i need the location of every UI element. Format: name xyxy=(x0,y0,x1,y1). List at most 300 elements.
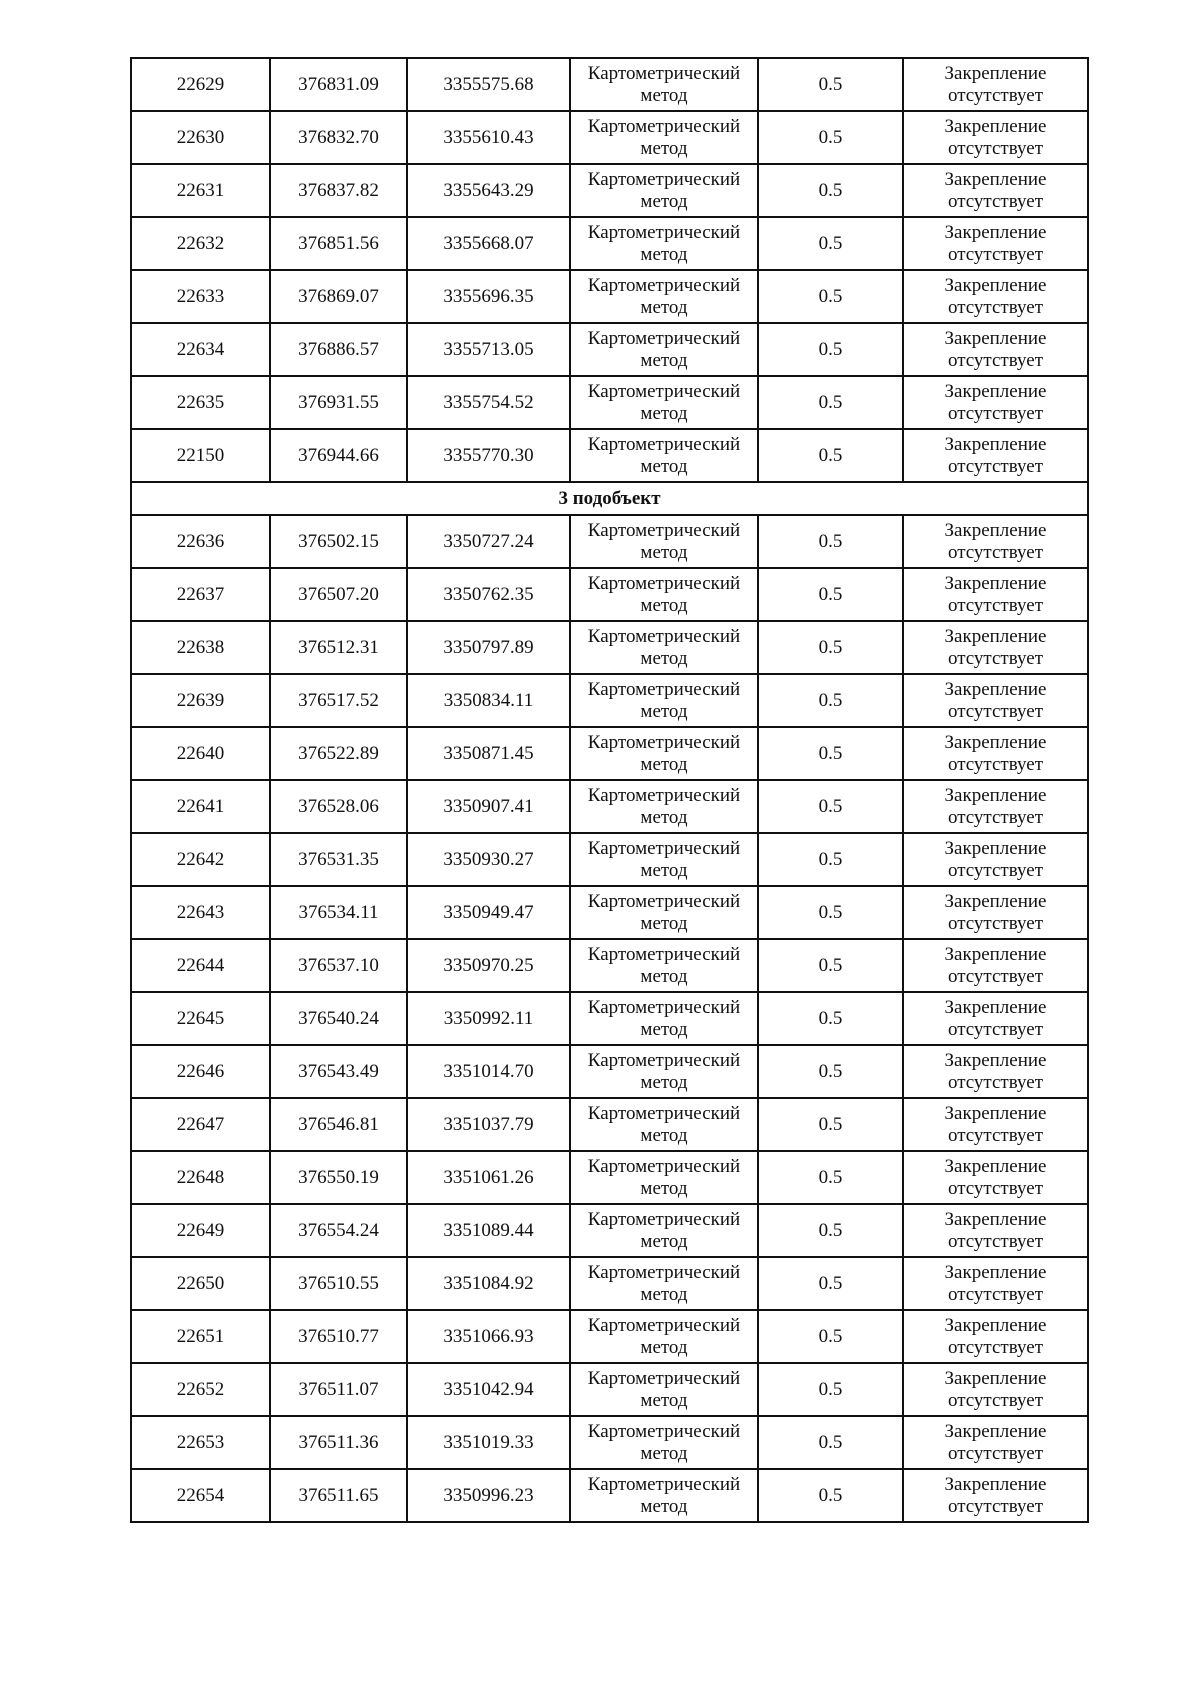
table-row xyxy=(131,621,1088,674)
table-row xyxy=(131,992,1088,1045)
method-cell-line1: Картометрический xyxy=(587,943,741,965)
method-cell-line2: метод xyxy=(640,1442,688,1464)
accuracy-cell: 0.5 xyxy=(758,621,903,674)
y-coordinate-cell: 3350907.41 xyxy=(407,780,570,833)
fixation-cell xyxy=(903,674,1088,727)
y-coordinate-cell: 3355713.05 xyxy=(407,323,570,376)
fixation-cell-line2: отсутствует xyxy=(947,455,1044,477)
table-row xyxy=(131,111,1088,164)
method-cell-line2: метод xyxy=(640,349,688,371)
x-coordinate-cell: 376837.82 xyxy=(270,164,407,217)
y-coordinate-cell: 3355575.68 xyxy=(407,58,570,111)
fixation-cell-line2: отсутствует xyxy=(947,965,1044,987)
section-heading: 3 подобъект xyxy=(131,482,1088,515)
point-number-cell: 22640 xyxy=(131,727,270,780)
fixation-cell xyxy=(903,376,1088,429)
point-number-cell: 22649 xyxy=(131,1204,270,1257)
method-cell-line1: Картометрический xyxy=(587,221,741,243)
fixation-cell xyxy=(903,1045,1088,1098)
accuracy-cell: 0.5 xyxy=(758,164,903,217)
method-cell-line2: метод xyxy=(640,700,688,722)
fixation-cell xyxy=(903,886,1088,939)
fixation-cell-line2: отсутствует xyxy=(947,1283,1044,1305)
x-coordinate-cell: 376510.77 xyxy=(270,1310,407,1363)
coordinates-table xyxy=(130,57,1089,1523)
fixation-cell xyxy=(903,727,1088,780)
fixation-cell-line2: отсутствует xyxy=(947,296,1044,318)
fixation-cell-line2: отсутствует xyxy=(947,1389,1044,1411)
fixation-cell-line2: отсутствует xyxy=(947,190,1044,212)
x-coordinate-cell: 376511.07 xyxy=(270,1363,407,1416)
method-cell-line2: метод xyxy=(640,1177,688,1199)
y-coordinate-cell: 3350970.25 xyxy=(407,939,570,992)
y-coordinate-cell: 3350762.35 xyxy=(407,568,570,621)
accuracy-cell: 0.5 xyxy=(758,780,903,833)
point-number-cell: 22629 xyxy=(131,58,270,111)
point-number-cell: 22652 xyxy=(131,1363,270,1416)
method-cell xyxy=(570,1469,758,1522)
y-coordinate-cell: 3351019.33 xyxy=(407,1416,570,1469)
x-coordinate-cell: 376886.57 xyxy=(270,323,407,376)
method-cell xyxy=(570,217,758,270)
table-row xyxy=(131,1151,1088,1204)
fixation-cell-line1: Закрепление xyxy=(944,380,1047,402)
fixation-cell-line2: отсутствует xyxy=(947,1336,1044,1358)
method-cell-line1: Картометрический xyxy=(587,62,741,84)
method-cell-line1: Картометрический xyxy=(587,784,741,806)
method-cell-line2: метод xyxy=(640,296,688,318)
x-coordinate-cell: 376510.55 xyxy=(270,1257,407,1310)
accuracy-cell: 0.5 xyxy=(758,1098,903,1151)
method-cell-line2: метод xyxy=(640,859,688,881)
accuracy-cell: 0.5 xyxy=(758,727,903,780)
method-cell xyxy=(570,111,758,164)
point-number-cell: 22637 xyxy=(131,568,270,621)
fixation-cell xyxy=(903,515,1088,568)
fixation-cell-line2: отсутствует xyxy=(947,806,1044,828)
fixation-cell-line2: отсутствует xyxy=(947,349,1044,371)
method-cell-line2: метод xyxy=(640,1018,688,1040)
fixation-cell-line1: Закрепление xyxy=(944,115,1047,137)
method-cell-line2: метод xyxy=(640,594,688,616)
method-cell-line2: метод xyxy=(640,137,688,159)
x-coordinate-cell: 376540.24 xyxy=(270,992,407,1045)
fixation-cell-line2: отсутствует xyxy=(947,1495,1044,1517)
fixation-cell xyxy=(903,111,1088,164)
x-coordinate-cell: 376534.11 xyxy=(270,886,407,939)
x-coordinate-cell: 376554.24 xyxy=(270,1204,407,1257)
method-cell xyxy=(570,376,758,429)
y-coordinate-cell: 3351042.94 xyxy=(407,1363,570,1416)
y-coordinate-cell: 3351014.70 xyxy=(407,1045,570,1098)
fixation-cell-line2: отсутствует xyxy=(947,753,1044,775)
accuracy-cell: 0.5 xyxy=(758,323,903,376)
method-cell-line1: Картометрический xyxy=(587,1049,741,1071)
section-heading-row xyxy=(131,482,1088,515)
fixation-cell-line1: Закрепление xyxy=(944,784,1047,806)
y-coordinate-cell: 3350871.45 xyxy=(407,727,570,780)
method-cell xyxy=(570,939,758,992)
method-cell xyxy=(570,674,758,727)
fixation-cell-line1: Закрепление xyxy=(944,433,1047,455)
accuracy-cell: 0.5 xyxy=(758,939,903,992)
method-cell-line1: Картометрический xyxy=(587,1261,741,1283)
method-cell-line1: Картометрический xyxy=(587,731,741,753)
fixation-cell-line1: Закрепление xyxy=(944,274,1047,296)
fixation-cell-line1: Закрепление xyxy=(944,221,1047,243)
y-coordinate-cell: 3351066.93 xyxy=(407,1310,570,1363)
table-row xyxy=(131,429,1088,482)
fixation-cell-line1: Закрепление xyxy=(944,1473,1047,1495)
x-coordinate-cell: 376502.15 xyxy=(270,515,407,568)
y-coordinate-cell: 3351037.79 xyxy=(407,1098,570,1151)
fixation-cell-line1: Закрепление xyxy=(944,1420,1047,1442)
point-number-cell: 22642 xyxy=(131,833,270,886)
fixation-cell-line1: Закрепление xyxy=(944,519,1047,541)
table-row xyxy=(131,833,1088,886)
x-coordinate-cell: 376511.65 xyxy=(270,1469,407,1522)
x-coordinate-cell: 376869.07 xyxy=(270,270,407,323)
method-cell xyxy=(570,429,758,482)
fixation-cell-line2: отсутствует xyxy=(947,137,1044,159)
method-cell xyxy=(570,1363,758,1416)
y-coordinate-cell: 3355643.29 xyxy=(407,164,570,217)
method-cell-line2: метод xyxy=(640,647,688,669)
point-number-cell: 22645 xyxy=(131,992,270,1045)
y-coordinate-cell: 3350797.89 xyxy=(407,621,570,674)
point-number-cell: 22632 xyxy=(131,217,270,270)
point-number-cell: 22643 xyxy=(131,886,270,939)
x-coordinate-cell: 376528.06 xyxy=(270,780,407,833)
fixation-cell xyxy=(903,58,1088,111)
method-cell-line2: метод xyxy=(640,1389,688,1411)
method-cell-line1: Картометрический xyxy=(587,890,741,912)
method-cell-line1: Картометрический xyxy=(587,115,741,137)
fixation-cell xyxy=(903,833,1088,886)
accuracy-cell: 0.5 xyxy=(758,568,903,621)
method-cell-line1: Картометрический xyxy=(587,837,741,859)
table-row xyxy=(131,1204,1088,1257)
fixation-cell-line1: Закрепление xyxy=(944,327,1047,349)
fixation-cell xyxy=(903,1416,1088,1469)
method-cell-line2: метод xyxy=(640,1124,688,1146)
x-coordinate-cell: 376832.70 xyxy=(270,111,407,164)
point-number-cell: 22634 xyxy=(131,323,270,376)
method-cell-line2: метод xyxy=(640,541,688,563)
method-cell-line2: метод xyxy=(640,1071,688,1093)
table-row xyxy=(131,886,1088,939)
fixation-cell-line1: Закрепление xyxy=(944,731,1047,753)
method-cell xyxy=(570,1257,758,1310)
method-cell-line1: Картометрический xyxy=(587,519,741,541)
method-cell xyxy=(570,886,758,939)
fixation-cell xyxy=(903,1151,1088,1204)
method-cell-line1: Картометрический xyxy=(587,1208,741,1230)
accuracy-cell: 0.5 xyxy=(758,1416,903,1469)
fixation-cell xyxy=(903,323,1088,376)
fixation-cell xyxy=(903,992,1088,1045)
fixation-cell xyxy=(903,621,1088,674)
method-cell-line2: метод xyxy=(640,806,688,828)
fixation-cell-line1: Закрепление xyxy=(944,890,1047,912)
fixation-cell-line1: Закрепление xyxy=(944,1367,1047,1389)
x-coordinate-cell: 376512.31 xyxy=(270,621,407,674)
document-page xyxy=(130,57,1087,1523)
table-row xyxy=(131,780,1088,833)
point-number-cell: 22633 xyxy=(131,270,270,323)
point-number-cell: 22647 xyxy=(131,1098,270,1151)
method-cell xyxy=(570,1045,758,1098)
method-cell xyxy=(570,621,758,674)
y-coordinate-cell: 3350727.24 xyxy=(407,515,570,568)
method-cell-line1: Картометрический xyxy=(587,572,741,594)
fixation-cell xyxy=(903,939,1088,992)
fixation-cell xyxy=(903,1363,1088,1416)
accuracy-cell: 0.5 xyxy=(758,515,903,568)
method-cell-line1: Картометрический xyxy=(587,1367,741,1389)
point-number-cell: 22651 xyxy=(131,1310,270,1363)
accuracy-cell: 0.5 xyxy=(758,58,903,111)
fixation-cell xyxy=(903,164,1088,217)
fixation-cell-line2: отсутствует xyxy=(947,594,1044,616)
method-cell-line1: Картометрический xyxy=(587,1314,741,1336)
fixation-cell xyxy=(903,568,1088,621)
x-coordinate-cell: 376531.35 xyxy=(270,833,407,886)
method-cell xyxy=(570,780,758,833)
method-cell xyxy=(570,568,758,621)
y-coordinate-cell: 3355754.52 xyxy=(407,376,570,429)
accuracy-cell: 0.5 xyxy=(758,1257,903,1310)
table-row xyxy=(131,58,1088,111)
method-cell-line1: Картометрический xyxy=(587,433,741,455)
method-cell xyxy=(570,992,758,1045)
point-number-cell: 22646 xyxy=(131,1045,270,1098)
method-cell-line1: Картометрический xyxy=(587,327,741,349)
method-cell-line2: метод xyxy=(640,1336,688,1358)
fixation-cell-line1: Закрепление xyxy=(944,1049,1047,1071)
method-cell xyxy=(570,270,758,323)
point-number-cell: 22650 xyxy=(131,1257,270,1310)
table-row xyxy=(131,674,1088,727)
method-cell xyxy=(570,1098,758,1151)
point-number-cell: 22638 xyxy=(131,621,270,674)
y-coordinate-cell: 3351061.26 xyxy=(407,1151,570,1204)
y-coordinate-cell: 3355770.30 xyxy=(407,429,570,482)
method-cell-line2: метод xyxy=(640,965,688,987)
method-cell-line1: Картометрический xyxy=(587,625,741,647)
fixation-cell-line2: отсутствует xyxy=(947,1177,1044,1199)
accuracy-cell: 0.5 xyxy=(758,1469,903,1522)
fixation-cell-line1: Закрепление xyxy=(944,168,1047,190)
accuracy-cell: 0.5 xyxy=(758,1310,903,1363)
point-number-cell: 22639 xyxy=(131,674,270,727)
method-cell xyxy=(570,323,758,376)
x-coordinate-cell: 376550.19 xyxy=(270,1151,407,1204)
method-cell-line1: Картометрический xyxy=(587,1102,741,1124)
method-cell-line2: метод xyxy=(640,243,688,265)
method-cell-line2: метод xyxy=(640,753,688,775)
fixation-cell xyxy=(903,1310,1088,1363)
accuracy-cell: 0.5 xyxy=(758,217,903,270)
fixation-cell-line1: Закрепление xyxy=(944,1102,1047,1124)
y-coordinate-cell: 3355696.35 xyxy=(407,270,570,323)
fixation-cell-line1: Закрепление xyxy=(944,1261,1047,1283)
x-coordinate-cell: 376851.56 xyxy=(270,217,407,270)
y-coordinate-cell: 3355610.43 xyxy=(407,111,570,164)
fixation-cell-line2: отсутствует xyxy=(947,402,1044,424)
fixation-cell-line1: Закрепление xyxy=(944,943,1047,965)
method-cell xyxy=(570,515,758,568)
accuracy-cell: 0.5 xyxy=(758,270,903,323)
method-cell xyxy=(570,1416,758,1469)
method-cell xyxy=(570,727,758,780)
fixation-cell xyxy=(903,270,1088,323)
fixation-cell-line1: Закрепление xyxy=(944,1314,1047,1336)
accuracy-cell: 0.5 xyxy=(758,886,903,939)
method-cell-line1: Картометрический xyxy=(587,1155,741,1177)
method-cell-line2: метод xyxy=(640,1283,688,1305)
fixation-cell-line1: Закрепление xyxy=(944,678,1047,700)
table-row xyxy=(131,727,1088,780)
table-row xyxy=(131,270,1088,323)
table-row xyxy=(131,1469,1088,1522)
fixation-cell-line2: отсутствует xyxy=(947,647,1044,669)
table-row xyxy=(131,515,1088,568)
point-number-cell: 22635 xyxy=(131,376,270,429)
fixation-cell-line2: отсутствует xyxy=(947,912,1044,934)
y-coordinate-cell: 3351084.92 xyxy=(407,1257,570,1310)
point-number-cell: 22653 xyxy=(131,1416,270,1469)
method-cell-line1: Картометрический xyxy=(587,1420,741,1442)
method-cell xyxy=(570,1151,758,1204)
y-coordinate-cell: 3350949.47 xyxy=(407,886,570,939)
fixation-cell-line2: отсутствует xyxy=(947,1230,1044,1252)
table-row xyxy=(131,1416,1088,1469)
accuracy-cell: 0.5 xyxy=(758,376,903,429)
method-cell-line1: Картометрический xyxy=(587,1473,741,1495)
method-cell xyxy=(570,1204,758,1257)
x-coordinate-cell: 376543.49 xyxy=(270,1045,407,1098)
method-cell-line2: метод xyxy=(640,402,688,424)
accuracy-cell: 0.5 xyxy=(758,1045,903,1098)
point-number-cell: 22641 xyxy=(131,780,270,833)
table-row xyxy=(131,568,1088,621)
fixation-cell-line1: Закрепление xyxy=(944,572,1047,594)
point-number-cell: 22636 xyxy=(131,515,270,568)
y-coordinate-cell: 3355668.07 xyxy=(407,217,570,270)
accuracy-cell: 0.5 xyxy=(758,1204,903,1257)
point-number-cell: 22631 xyxy=(131,164,270,217)
method-cell-line1: Картометрический xyxy=(587,678,741,700)
method-cell-line1: Картометрический xyxy=(587,274,741,296)
method-cell xyxy=(570,58,758,111)
accuracy-cell: 0.5 xyxy=(758,1151,903,1204)
method-cell xyxy=(570,1310,758,1363)
x-coordinate-cell: 376546.81 xyxy=(270,1098,407,1151)
point-number-cell: 22644 xyxy=(131,939,270,992)
method-cell-line2: метод xyxy=(640,84,688,106)
table-row xyxy=(131,164,1088,217)
fixation-cell xyxy=(903,1204,1088,1257)
table-row xyxy=(131,1310,1088,1363)
x-coordinate-cell: 376522.89 xyxy=(270,727,407,780)
fixation-cell-line2: отсутствует xyxy=(947,859,1044,881)
y-coordinate-cell: 3350930.27 xyxy=(407,833,570,886)
point-number-cell: 22648 xyxy=(131,1151,270,1204)
fixation-cell-line2: отсутствует xyxy=(947,700,1044,722)
fixation-cell-line2: отсутствует xyxy=(947,243,1044,265)
fixation-cell-line1: Закрепление xyxy=(944,1208,1047,1230)
table-row xyxy=(131,1257,1088,1310)
method-cell xyxy=(570,833,758,886)
x-coordinate-cell: 376507.20 xyxy=(270,568,407,621)
fixation-cell-line1: Закрепление xyxy=(944,837,1047,859)
method-cell-line2: метод xyxy=(640,455,688,477)
table-row xyxy=(131,939,1088,992)
fixation-cell xyxy=(903,217,1088,270)
accuracy-cell: 0.5 xyxy=(758,674,903,727)
y-coordinate-cell: 3351089.44 xyxy=(407,1204,570,1257)
point-number-cell: 22654 xyxy=(131,1469,270,1522)
method-cell-line1: Картометрический xyxy=(587,380,741,402)
accuracy-cell: 0.5 xyxy=(758,992,903,1045)
accuracy-cell: 0.5 xyxy=(758,429,903,482)
method-cell-line1: Картометрический xyxy=(587,996,741,1018)
x-coordinate-cell: 376931.55 xyxy=(270,376,407,429)
accuracy-cell: 0.5 xyxy=(758,833,903,886)
accuracy-cell: 0.5 xyxy=(758,1363,903,1416)
x-coordinate-cell: 376511.36 xyxy=(270,1416,407,1469)
x-coordinate-cell: 376517.52 xyxy=(270,674,407,727)
table-row xyxy=(131,376,1088,429)
y-coordinate-cell: 3350992.11 xyxy=(407,992,570,1045)
x-coordinate-cell: 376944.66 xyxy=(270,429,407,482)
fixation-cell-line1: Закрепление xyxy=(944,1155,1047,1177)
point-number-cell: 22150 xyxy=(131,429,270,482)
fixation-cell xyxy=(903,1257,1088,1310)
y-coordinate-cell: 3350996.23 xyxy=(407,1469,570,1522)
table-row xyxy=(131,323,1088,376)
fixation-cell-line2: отсутствует xyxy=(947,1124,1044,1146)
point-number-cell: 22630 xyxy=(131,111,270,164)
fixation-cell xyxy=(903,1098,1088,1151)
fixation-cell-line2: отсутствует xyxy=(947,1018,1044,1040)
fixation-cell-line2: отсутствует xyxy=(947,84,1044,106)
method-cell-line2: метод xyxy=(640,1495,688,1517)
fixation-cell-line2: отсутствует xyxy=(947,1071,1044,1093)
method-cell-line2: метод xyxy=(640,1230,688,1252)
x-coordinate-cell: 376831.09 xyxy=(270,58,407,111)
fixation-cell-line2: отсутствует xyxy=(947,541,1044,563)
table-row xyxy=(131,1363,1088,1416)
method-cell-line2: метод xyxy=(640,190,688,212)
fixation-cell xyxy=(903,780,1088,833)
table-row xyxy=(131,1098,1088,1151)
coordinates-table-body xyxy=(131,58,1088,1522)
fixation-cell-line1: Закрепление xyxy=(944,62,1047,84)
fixation-cell xyxy=(903,1469,1088,1522)
method-cell-line2: метод xyxy=(640,912,688,934)
fixation-cell-line2: отсутствует xyxy=(947,1442,1044,1464)
table-row xyxy=(131,1045,1088,1098)
fixation-cell-line1: Закрепление xyxy=(944,625,1047,647)
fixation-cell-line1: Закрепление xyxy=(944,996,1047,1018)
fixation-cell xyxy=(903,429,1088,482)
accuracy-cell: 0.5 xyxy=(758,111,903,164)
method-cell xyxy=(570,164,758,217)
method-cell-line1: Картометрический xyxy=(587,168,741,190)
table-row xyxy=(131,217,1088,270)
